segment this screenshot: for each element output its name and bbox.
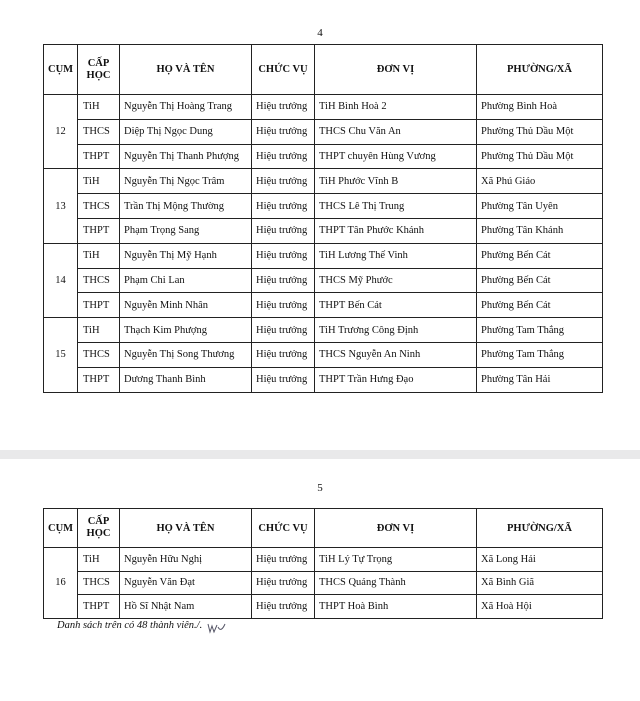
ward-cell: Phường Tam Thắng bbox=[477, 318, 603, 343]
cum-cell: 15 bbox=[44, 318, 78, 392]
name-cell: Nguyễn Thị Song Thương bbox=[120, 342, 252, 367]
name-cell: Hồ Sĩ Nhật Nam bbox=[120, 595, 252, 619]
page-number: 4 bbox=[317, 27, 323, 39]
table-row bbox=[44, 243, 603, 268]
name-cell: Nguyễn Thị Thanh Phượng bbox=[120, 144, 252, 169]
name-cell: Nguyễn Thị Ngọc Trâm bbox=[120, 169, 252, 194]
column-header: HỌ VÀ TÊN bbox=[120, 509, 252, 548]
ward-cell: Phường Bến Cát bbox=[477, 293, 603, 318]
table-row bbox=[44, 318, 603, 343]
position-cell: Hiệu trưởng bbox=[252, 293, 315, 318]
level-cell: THCS bbox=[78, 194, 120, 219]
column-header: CẤP HỌC bbox=[78, 45, 120, 95]
position-cell: Hiệu trưởng bbox=[252, 95, 315, 120]
cum-cell: 14 bbox=[44, 243, 78, 317]
table-row bbox=[44, 144, 603, 169]
column-header: PHƯỜNG/XÃ bbox=[477, 45, 603, 95]
ward-cell: Phường Tân Hải bbox=[477, 367, 603, 392]
cum-cell: 13 bbox=[44, 169, 78, 243]
position-cell: Hiệu trưởng bbox=[252, 595, 315, 619]
level-cell: THCS bbox=[78, 268, 120, 293]
table-row bbox=[44, 95, 603, 120]
ward-cell: Phường Thủ Dầu Một bbox=[477, 144, 603, 169]
unit-cell: THCS Nguyễn An Ninh bbox=[315, 342, 477, 367]
cum-cell: 16 bbox=[44, 548, 78, 619]
member-table bbox=[43, 508, 603, 619]
table-row bbox=[44, 342, 603, 367]
ward-cell: Phường Bến Cát bbox=[477, 268, 603, 293]
ward-cell: Xã Hoà Hội bbox=[477, 595, 603, 619]
table-row bbox=[44, 293, 603, 318]
name-cell: Dương Thanh Bình bbox=[120, 367, 252, 392]
name-cell: Nguyễn Thị Hoàng Trang bbox=[120, 95, 252, 120]
level-cell: THPT bbox=[78, 144, 120, 169]
name-cell: Phạm Chi Lan bbox=[120, 268, 252, 293]
unit-cell: TiH Lương Thế Vinh bbox=[315, 243, 477, 268]
table-row bbox=[44, 169, 603, 194]
column-header: PHƯỜNG/XÃ bbox=[477, 509, 603, 548]
unit-cell: THPT Tân Phước Khánh bbox=[315, 218, 477, 243]
level-cell: THPT bbox=[78, 595, 120, 619]
name-cell: Thạch Kim Phượng bbox=[120, 318, 252, 343]
column-header: ĐƠN VỊ bbox=[315, 45, 477, 95]
unit-cell: THCS Chu Văn An bbox=[315, 119, 477, 144]
unit-cell: THCS Mỹ Phước bbox=[315, 268, 477, 293]
column-header: CỤM bbox=[44, 509, 78, 548]
ward-cell: Phường Tam Thắng bbox=[477, 342, 603, 367]
unit-cell: TiH Bình Hoà 2 bbox=[315, 95, 477, 120]
position-cell: Hiệu trưởng bbox=[252, 548, 315, 572]
level-cell: THCS bbox=[78, 342, 120, 367]
level-cell: THCS bbox=[78, 119, 120, 144]
name-cell: Nguyễn Thị Mỹ Hạnh bbox=[120, 243, 252, 268]
name-cell: Nguyễn Văn Đạt bbox=[120, 571, 252, 595]
position-cell: Hiệu trưởng bbox=[252, 144, 315, 169]
column-header: CHỨC VỤ bbox=[252, 509, 315, 548]
level-cell: THPT bbox=[78, 367, 120, 392]
position-cell: Hiệu trưởng bbox=[252, 367, 315, 392]
ward-cell: Xã Phú Giáo bbox=[477, 169, 603, 194]
unit-cell: TiH Trương Công Định bbox=[315, 318, 477, 343]
ward-cell: Xã Bình Giã bbox=[477, 571, 603, 595]
position-cell: Hiệu trưởng bbox=[252, 243, 315, 268]
column-header: CẤP HỌC bbox=[78, 509, 120, 548]
name-cell: Diệp Thị Ngọc Dung bbox=[120, 119, 252, 144]
page-number: 5 bbox=[317, 482, 323, 494]
ward-cell: Phường Bến Cát bbox=[477, 243, 603, 268]
position-cell: Hiệu trưởng bbox=[252, 268, 315, 293]
unit-cell: TiH Lý Tự Trọng bbox=[315, 548, 477, 572]
unit-cell: THPT Trần Hưng Đạo bbox=[315, 367, 477, 392]
level-cell: THPT bbox=[78, 218, 120, 243]
unit-cell: THPT chuyên Hùng Vương bbox=[315, 144, 477, 169]
table-row bbox=[44, 268, 603, 293]
level-cell: TiH bbox=[78, 95, 120, 120]
ward-cell: Phường Thủ Dầu Một bbox=[477, 119, 603, 144]
table-row bbox=[44, 571, 603, 595]
column-header: HỌ VÀ TÊN bbox=[120, 45, 252, 95]
unit-cell: THPT Bến Cát bbox=[315, 293, 477, 318]
level-cell: TiH bbox=[78, 318, 120, 343]
table-row bbox=[44, 218, 603, 243]
table-row bbox=[44, 595, 603, 619]
level-cell: TiH bbox=[78, 169, 120, 194]
position-cell: Hiệu trưởng bbox=[252, 342, 315, 367]
ward-cell: Phường Tân Uyên bbox=[477, 194, 603, 219]
level-cell: THPT bbox=[78, 293, 120, 318]
column-header: ĐƠN VỊ bbox=[315, 509, 477, 548]
ward-cell: Phường Bình Hoà bbox=[477, 95, 603, 120]
name-cell: Nguyễn Hữu Nghị bbox=[120, 548, 252, 572]
position-cell: Hiệu trưởng bbox=[252, 194, 315, 219]
column-header: CỤM bbox=[44, 45, 78, 95]
member-table bbox=[43, 44, 603, 393]
name-cell: Nguyễn Minh Nhân bbox=[120, 293, 252, 318]
cum-cell: 12 bbox=[44, 95, 78, 169]
level-cell: TiH bbox=[78, 243, 120, 268]
position-cell: Hiệu trưởng bbox=[252, 571, 315, 595]
footer-note: Danh sách trên có 48 thành viên./. bbox=[57, 620, 203, 631]
document-page-5 bbox=[0, 459, 640, 701]
level-cell: TiH bbox=[78, 548, 120, 572]
handwritten-initials bbox=[206, 621, 228, 635]
ward-cell: Phường Tân Khánh bbox=[477, 218, 603, 243]
position-cell: Hiệu trưởng bbox=[252, 119, 315, 144]
column-header: CHỨC VỤ bbox=[252, 45, 315, 95]
unit-cell: TiH Phước Vĩnh B bbox=[315, 169, 477, 194]
table-row bbox=[44, 119, 603, 144]
table-row bbox=[44, 194, 603, 219]
name-cell: Trần Thị Mộng Thường bbox=[120, 194, 252, 219]
position-cell: Hiệu trưởng bbox=[252, 318, 315, 343]
table-row bbox=[44, 367, 603, 392]
ward-cell: Xã Long Hải bbox=[477, 548, 603, 572]
unit-cell: THPT Hoà Bình bbox=[315, 595, 477, 619]
position-cell: Hiệu trưởng bbox=[252, 218, 315, 243]
unit-cell: THCS Lê Thị Trung bbox=[315, 194, 477, 219]
name-cell: Phạm Trọng Sang bbox=[120, 218, 252, 243]
position-cell: Hiệu trưởng bbox=[252, 169, 315, 194]
level-cell: THCS bbox=[78, 571, 120, 595]
table-row bbox=[44, 548, 603, 572]
unit-cell: THCS Quảng Thành bbox=[315, 571, 477, 595]
